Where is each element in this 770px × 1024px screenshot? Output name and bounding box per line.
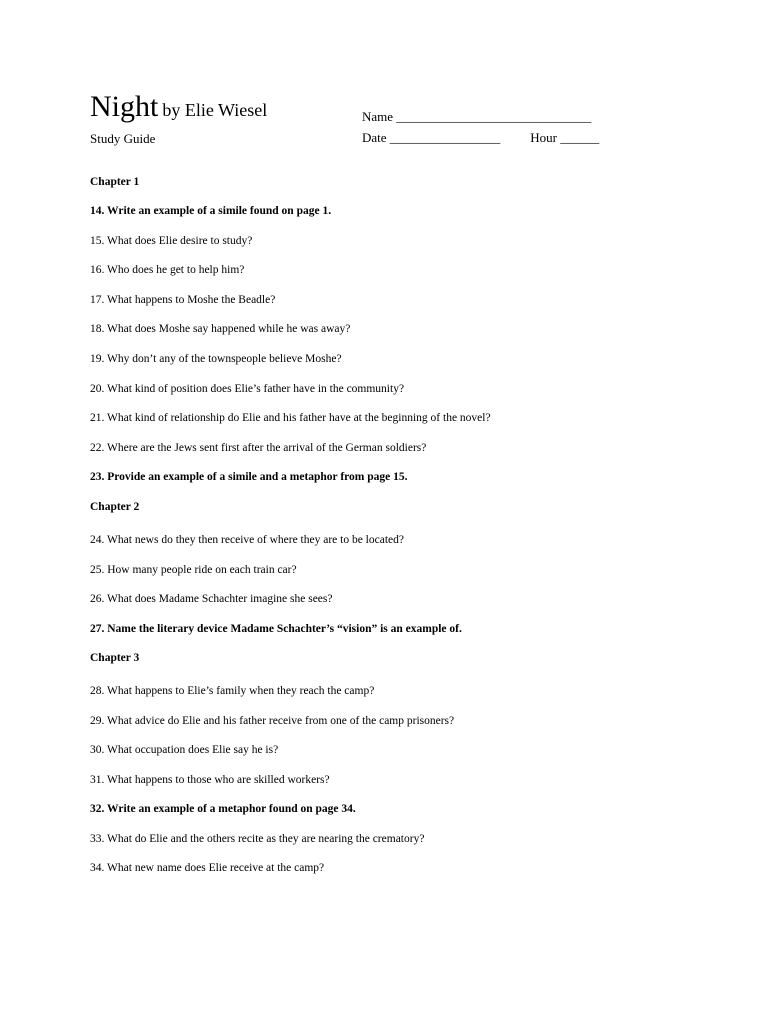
author-byline: by Elie Wiesel (162, 100, 268, 120)
document-subtitle: Study Guide (90, 131, 156, 146)
title-line (90, 92, 267, 122)
chapter-heading: Chapter 1 (90, 176, 140, 188)
student-info-block (362, 109, 599, 151)
question-line: 27. Name the literary device Madame Schachter’s “vision” is an example of. (90, 623, 462, 635)
question-line: 29. What advice do Elie and his father receive from one of the camp prisoners? (90, 715, 455, 727)
question-line: 33. What do Elie and the others recite as they are nearing the crematory? (90, 833, 425, 845)
question-line: 14. Write an example of a simile found on page 1. (90, 205, 332, 217)
question-line: 23. Provide an example of a simile and a metaphor from page 15. (90, 471, 408, 483)
question-line: 25. How many people ride on each train car? (90, 564, 297, 576)
question-line: 19. Why don’t any of the townspeople believe Moshe? (90, 353, 342, 365)
question-line: 24. What news do they then receive of where they are to be located? (90, 534, 404, 546)
question-line: 21. What kind of relationship do Elie and his father have at the beginning of the novel? (90, 412, 491, 424)
date-field: Date _________________ (362, 130, 501, 145)
date-hour-row (362, 130, 599, 151)
book-title: Night (90, 90, 159, 123)
question-line: 18. What does Moshe say happened while he was away? (90, 323, 351, 335)
question-line: 17. What happens to Moshe the Beadle? (90, 294, 276, 306)
question-line: 22. Where are the Jews sent first after the arrival of the German soldiers? (90, 442, 427, 454)
question-line: 15. What does Elie desire to study? (90, 235, 253, 247)
chapter-heading: Chapter 2 (90, 501, 140, 513)
title-block (90, 92, 267, 147)
question-line: 28. What happens to Elie’s family when they reach the camp? (90, 685, 375, 697)
question-line: 32. Write an example of a metaphor found on page 34. (90, 803, 356, 815)
hour-field: Hour ______ (530, 130, 600, 145)
question-line: 34. What new name does Elie receive at the camp? (90, 862, 325, 874)
question-line: 31. What happens to those who are skilled workers? (90, 774, 330, 786)
question-line: 30. What occupation does Elie say he is? (90, 744, 279, 756)
name-field: Name ______________________________ (362, 109, 592, 124)
question-line: 16. Who does he get to help him? (90, 264, 245, 276)
question-line: 26. What does Madame Schachter imagine she sees? (90, 593, 333, 605)
chapter-heading: Chapter 3 (90, 652, 140, 664)
question-line: 20. What kind of position does Elie’s father have in the community? (90, 383, 405, 395)
